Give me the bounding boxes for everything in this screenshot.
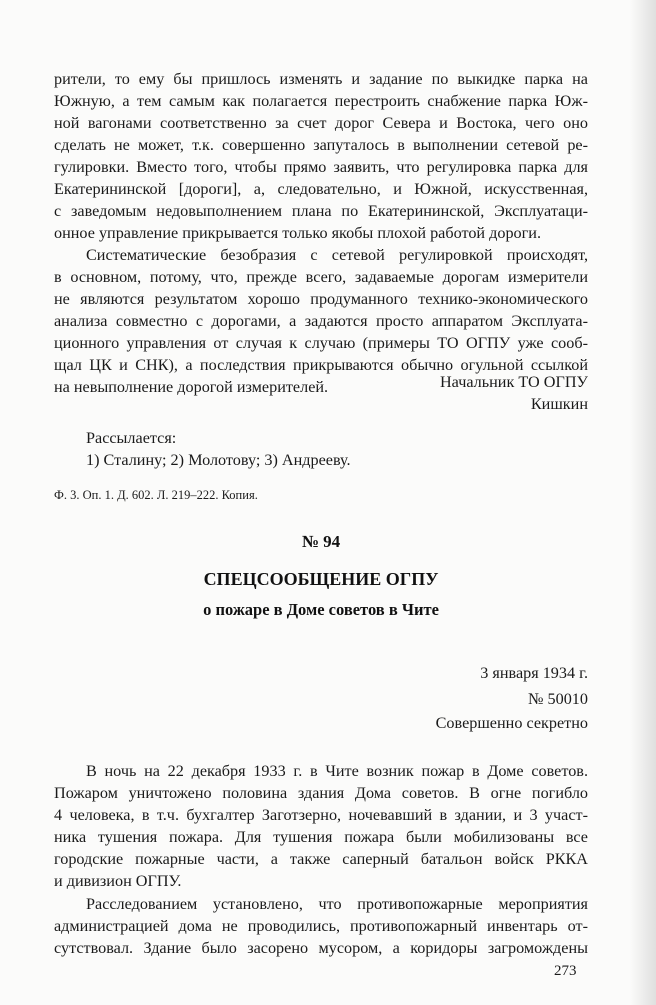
text-line: 4 человека, в т.ч. бухгалтер Заготзерно, ночевавший в здании, и 3 участ- xyxy=(54,806,588,824)
paragraph-investigation xyxy=(54,893,588,959)
text-line: рители, то ему бы пришлось изменять и задание по выкидке парка на xyxy=(54,70,588,88)
text-line: ционного управления от случая к случаю (примеры ТО ОГПУ уже сооб- xyxy=(54,334,588,352)
document-classification: Совершенно секретно xyxy=(435,714,588,732)
text-line: в основном, потому, что, прежде всего, задаваемые дорогам измерители xyxy=(54,268,588,286)
text-line: городские пожарные части, а также саперный батальон войск РККА xyxy=(54,850,588,868)
signature-name: Кишкин xyxy=(530,395,588,413)
text-line: сутствовал. Здание было засорено мусором, а коридоры загромождены xyxy=(54,939,588,957)
text-line: онное управление прикрывается только якобы плохой работой дороги. xyxy=(54,224,541,242)
text-line: Систематические безобразия с сетевой регулировкой происходят, xyxy=(86,246,588,264)
text-line: гулировки. Вместо того, чтобы прямо заявить, что регулировка парка для xyxy=(54,158,588,176)
distribution-list: 1) Сталину; 2) Молотову; 3) Андрееву. xyxy=(86,451,351,469)
page-number: 273 xyxy=(554,963,577,979)
paragraph-continuation xyxy=(54,68,588,244)
text-line: не являются результатом хорошо продуманного технико-экономического xyxy=(54,290,588,308)
text-line: анализа совместно с дорогами, а задаются просто аппаратом Эксплуата- xyxy=(54,312,588,330)
page-gutter-shadow xyxy=(630,0,656,1005)
text-line: ника тушения пожара. Для тушения пожара были мобилизованы все xyxy=(54,828,588,846)
archive-reference: Ф. 3. Оп. 1. Д. 602. Л. 219–222. Копия. xyxy=(54,488,258,502)
text-line: с заведомым недовыполнением плана по Екатерининской, Эксплуатаци- xyxy=(54,202,588,220)
text-line: сделать не может, т.к. совершенно запуталось в выполнении сетевой ре- xyxy=(54,136,588,154)
text-line: щал ЦК и СНК), а последствия прикрываются обычно огульной ссылкой xyxy=(54,356,588,374)
document-date: 3 января 1934 г. xyxy=(480,664,588,682)
document-reg-number: № 50010 xyxy=(528,690,588,708)
document-number: № 94 xyxy=(301,532,341,551)
text-line: В ночь на 22 декабря 1933 г. в Чите возник пожар в Доме советов. xyxy=(86,762,588,780)
text-line: Пожаром уничтожено половина здания Дома советов. В огне погибло xyxy=(54,784,588,802)
document-subtitle: о пожаре в Доме советов в Чите xyxy=(203,600,439,619)
signature-title: Начальник ТО ОГПУ xyxy=(439,373,588,391)
text-line: Екатерининской [дороги], а, следовательно, и Южной, искусственная, xyxy=(54,180,588,198)
text-line: ной вагонами соответственно за счет дорог Севера и Востока, чего оно xyxy=(54,114,588,132)
document-title: СПЕЦСООБЩЕНИЕ ОГПУ xyxy=(203,569,439,589)
paragraph-fire-report xyxy=(54,760,588,892)
text-line: Расследованием установлено, что противопожарные мероприятия xyxy=(86,895,588,913)
distribution-label: Рассылается: xyxy=(86,429,177,447)
text-line: на невыполнение дорогой измерителей. xyxy=(54,378,329,396)
text-line: администрацией дома не проводились, противопожарный инвентарь от- xyxy=(54,917,588,935)
text-line: и дивизион ОГПУ. xyxy=(54,872,182,890)
text-line: Южную, а тем самым как полагается перестроить снабжение парка Юж- xyxy=(54,92,588,110)
